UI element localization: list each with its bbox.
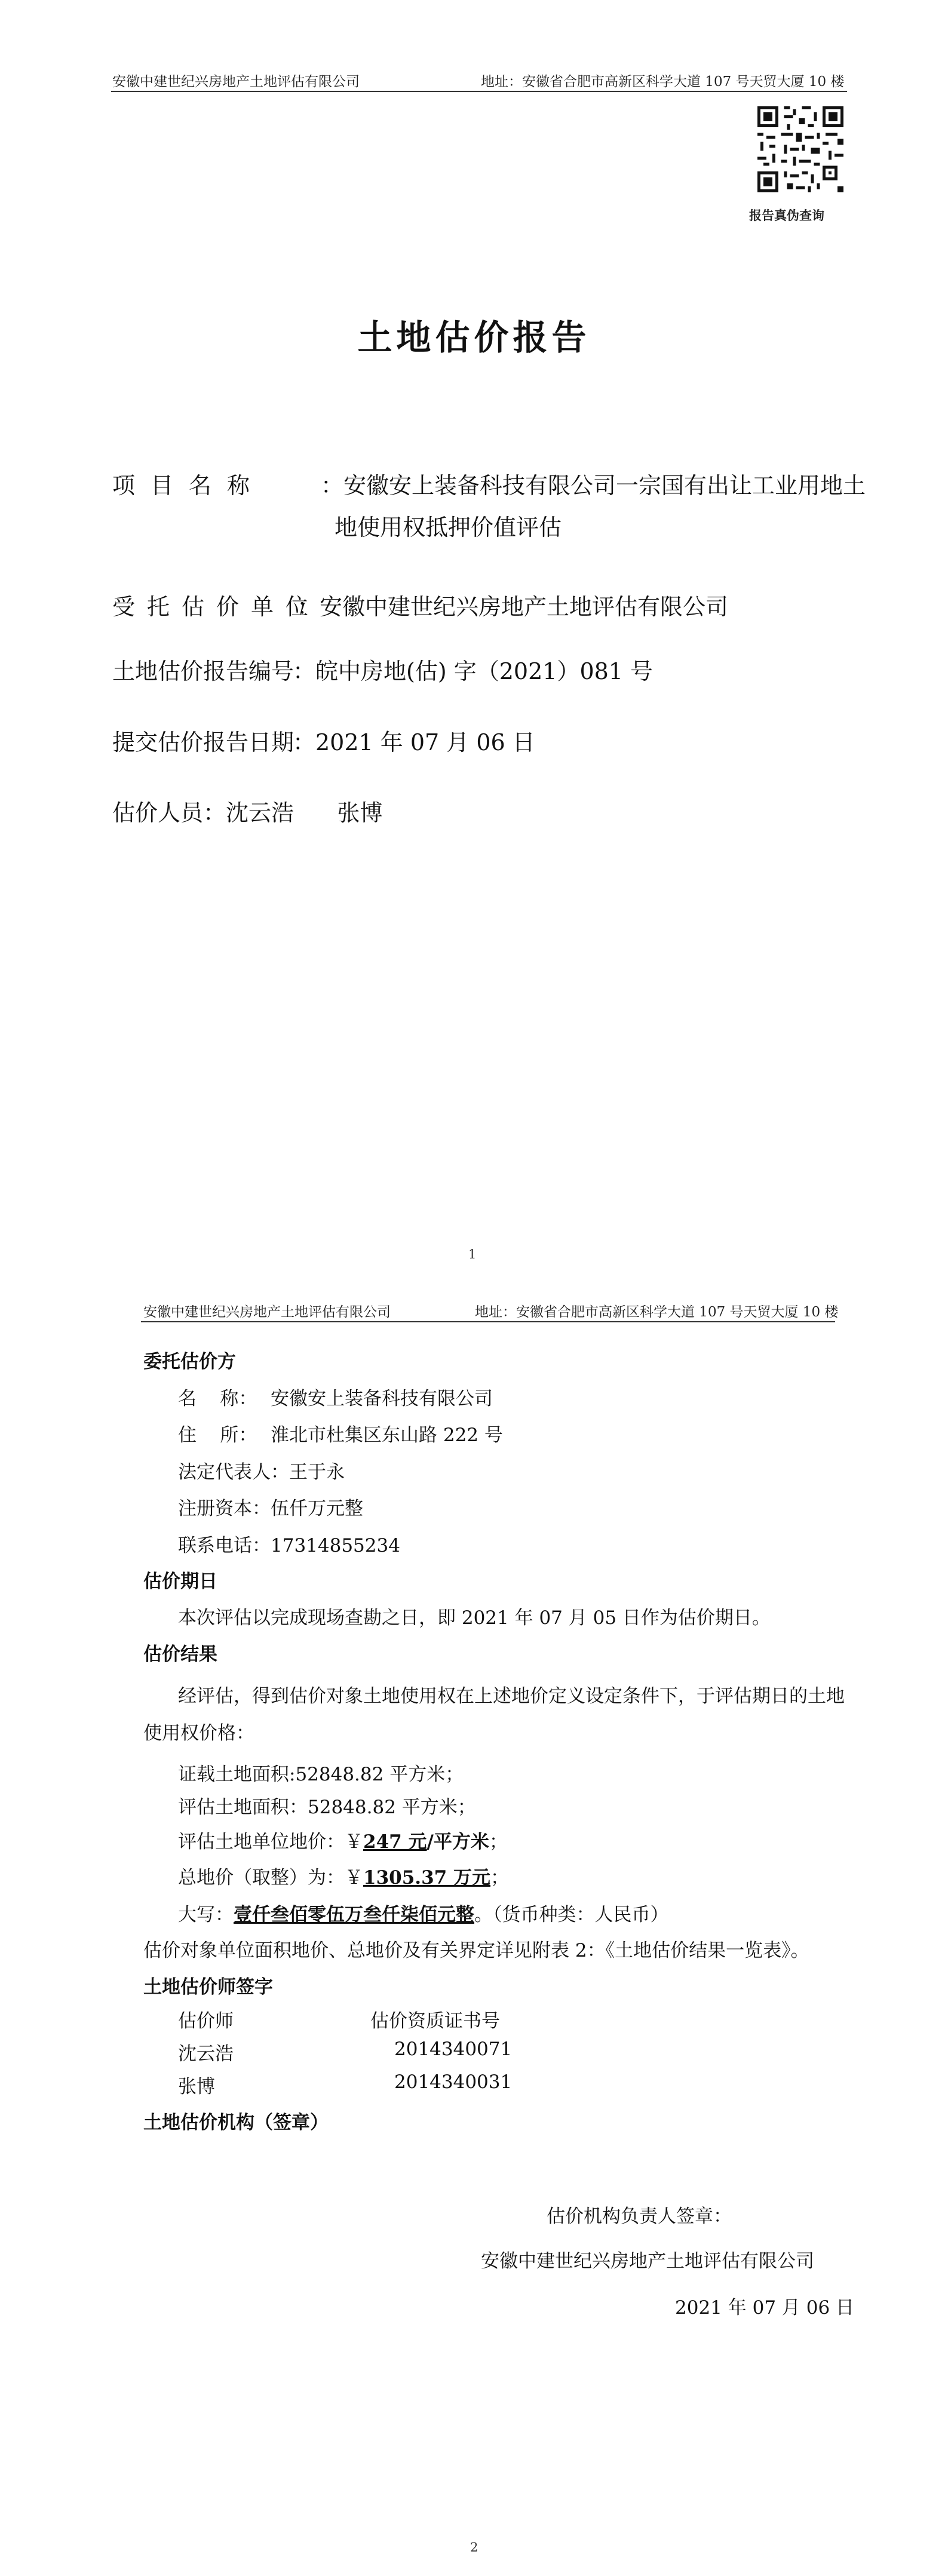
capital-currency: 。（货币种类：人民币） xyxy=(474,1904,669,1926)
contact-phone: 联系电话：17314855234 xyxy=(178,1535,400,1556)
registered-capital: 注册资本：伍仟万元整 xyxy=(178,1498,363,1519)
result-section-title: 估价结果 xyxy=(143,1644,217,1665)
header-rule xyxy=(141,1321,835,1322)
report-no-label: 土地估价报告编号 xyxy=(112,658,294,684)
header-address: 地址：安徽省合肥市高新区科学大道 107 号天贸大厦 10 楼 xyxy=(481,74,845,90)
cover-page xyxy=(0,0,948,1284)
unit-price-value: 247 元 xyxy=(363,1831,427,1853)
appraiser-name: 张博 xyxy=(178,2076,215,2098)
header-address: 地址：安徽省合肥市高新区科学大道 107 号天贸大厦 10 楼 xyxy=(475,1304,839,1320)
agency-head-signature: 估价机构负责人签章： xyxy=(547,2206,732,2227)
qr-code-icon[interactable] xyxy=(757,106,843,192)
date-text: 本次评估以完成现场查勘之日，即 2021 年 07 月 05 日作为估价期日。 xyxy=(178,1607,771,1629)
total-price-label: 总地价（取整）为：￥ xyxy=(178,1867,363,1889)
submit-date-value: ：2021 年 07 月 06 日 xyxy=(293,729,535,756)
header-company: 安徽中建世纪兴房地产土地评估有限公司 xyxy=(143,1304,391,1320)
price-in-words xyxy=(178,1899,669,1926)
total-price-value: 1305.37 万元 xyxy=(363,1867,491,1889)
page-number: 2 xyxy=(470,2540,478,2554)
appraiser-column-cert: 估价资质证书号 xyxy=(370,2010,500,2032)
client-name-label: 名 称： xyxy=(178,1388,257,1410)
certified-area: 证载土地面积:52848.82 平方米； xyxy=(178,1764,464,1785)
result-text-line1: 经评估，得到估价对象土地使用权在上述地价定义设定条件下，于评估期日的土地 xyxy=(178,1685,845,1707)
project-label: 项目名称 xyxy=(112,472,266,499)
agency-date: 2021 年 07 月 06 日 xyxy=(675,2297,855,2319)
total-price-end: ； xyxy=(490,1867,510,1889)
agency-name: 安徽中建世纪兴房地产土地评估有限公司 xyxy=(481,2250,814,2272)
capital-value: 壹仟叁佰零伍万叁仟柒佰元整 xyxy=(234,1904,474,1926)
client-name: 安徽安上装备科技有限公司 xyxy=(271,1388,493,1410)
report-title: 土地估价报告 xyxy=(357,317,591,358)
client-address: 淮北市杜集区东山路 222 号 xyxy=(271,1424,503,1446)
submit-date-label: 提交估价报告日期 xyxy=(112,729,294,756)
date-section-title: 估价期日 xyxy=(143,1571,217,1592)
client-value: ：安徽中建世纪兴房地产土地评估有限公司 xyxy=(297,594,729,620)
unit-price-unit: /平方米 xyxy=(427,1831,489,1853)
legal-representative: 法定代表人：王于永 xyxy=(178,1462,345,1483)
unit-price-end: ； xyxy=(489,1831,508,1853)
result-text-line2: 使用权价格： xyxy=(143,1723,254,1744)
appraiser-cert: 2014340031 xyxy=(394,2071,513,2093)
unit-price-label: 评估土地单位地价：￥ xyxy=(178,1831,363,1853)
appraiser-section-title: 土地估价师签字 xyxy=(143,1976,273,1998)
appendix-note: 估价对象单位面积地价、总地价及有关界定详见附表 2：《土地估价结果一览表》。 xyxy=(143,1940,809,1961)
report-no-value: ：皖中房地(估) 字（2021）081 号 xyxy=(293,658,654,684)
appraisers-label: 估价人员 xyxy=(112,800,204,826)
client-address-label: 住 所： xyxy=(178,1424,257,1446)
appraiser-column-name: 估价师 xyxy=(178,2010,234,2032)
unit-price xyxy=(178,1826,508,1853)
project-value-line1: ：安徽安上装备科技有限公司一宗国有出让工业用地土 xyxy=(321,472,866,499)
evaluated-area: 评估土地面积：52848.82 平方米； xyxy=(178,1797,476,1818)
appraiser-name: 沈云浩 xyxy=(178,2043,234,2065)
total-price xyxy=(178,1862,509,1889)
appraiser-cert: 2014340071 xyxy=(394,2038,513,2060)
summary-page xyxy=(0,1284,948,2576)
header-company: 安徽中建世纪兴房地产土地评估有限公司 xyxy=(112,74,360,90)
client-label: 受托估价单位 xyxy=(112,594,321,620)
agency-section-title: 土地估价机构（签章） xyxy=(143,2112,329,2133)
client-section-title: 委托估价方 xyxy=(143,1351,236,1373)
appraisers-value: ：沈云浩 张博 xyxy=(203,800,383,826)
header-rule xyxy=(111,91,847,92)
qr-caption: 报告真伪查询 xyxy=(749,208,824,223)
capital-label: 大写： xyxy=(178,1904,234,1926)
project-value-line2: 地使用权抵押价值评估 xyxy=(335,514,562,541)
page-number: 1 xyxy=(468,1247,477,1261)
